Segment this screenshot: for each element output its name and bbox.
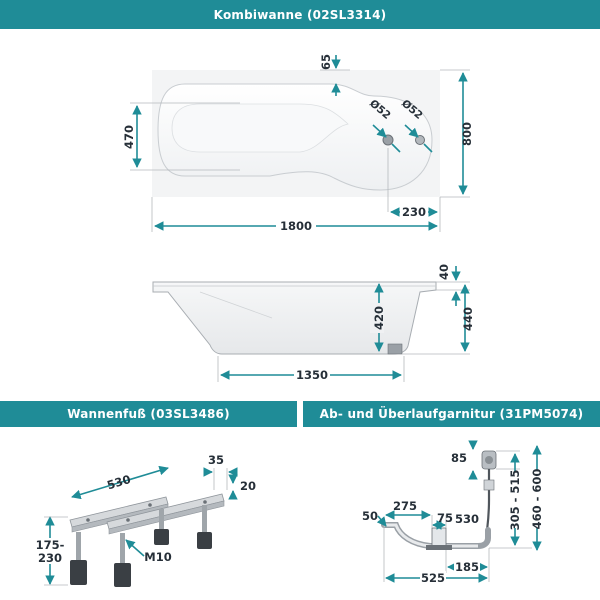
bathtub-side-view xyxy=(153,264,475,382)
dim-440: 440 xyxy=(461,306,475,332)
dim-dia-2: Ø52 xyxy=(399,97,425,122)
dim-feet-20: 20 xyxy=(239,479,257,493)
dim-feet-175: 175- xyxy=(35,538,65,552)
dim-feet-530: 530 xyxy=(105,471,133,493)
feet-bolt xyxy=(203,500,207,504)
feet-leg xyxy=(120,533,125,565)
feet-leg xyxy=(202,505,207,535)
dim-feet-m10: M10 xyxy=(144,550,172,564)
feet-pad xyxy=(197,532,212,549)
dim-drain-50: 50 xyxy=(361,509,379,523)
drain-flange xyxy=(426,545,452,550)
feet-leg xyxy=(159,509,164,531)
dim-feet-35: 35 xyxy=(207,453,225,467)
dim-1350: 1350 xyxy=(295,368,329,382)
dim-drain-525: 525 xyxy=(420,571,446,585)
drain-fitting xyxy=(388,344,402,354)
dim-drain-305-515: 305 - 515 xyxy=(508,469,522,531)
dim-drain-460-600: 460 - 600 xyxy=(530,468,544,530)
header-feet: Wannenfuß (03SL3486) xyxy=(0,401,297,427)
dim-470: 470 xyxy=(122,124,136,150)
dim-40: 40 xyxy=(437,263,451,281)
header-drain: Ab- und Überlaufgarnitur (31PM5074) xyxy=(303,401,600,427)
drain-assembly xyxy=(362,442,544,585)
feet-bolt xyxy=(148,503,152,507)
dim-line-m10 xyxy=(126,540,144,556)
dim-800: 800 xyxy=(460,121,474,147)
feet-bolt xyxy=(86,518,90,522)
dim-drain-185: 185 xyxy=(454,560,480,574)
dim-feet-230: 230 xyxy=(37,551,63,565)
feet-leg xyxy=(76,532,81,562)
overflow-knob xyxy=(485,456,493,464)
drain-trap-inner xyxy=(384,525,478,546)
header-bathtub: Kombiwanne (02SL3314) xyxy=(0,0,600,29)
bathtub-top-view xyxy=(122,54,474,233)
dim-drain-275: 275 xyxy=(392,499,418,513)
dim-drain-75: 75 xyxy=(436,511,454,525)
riser-clip xyxy=(484,480,494,490)
tub-side-profile xyxy=(153,282,436,354)
feet-bolt xyxy=(126,518,130,522)
dim-dia-1: Ø52 xyxy=(367,97,393,122)
bathtub-feet xyxy=(36,453,256,587)
feet-pad xyxy=(154,529,169,545)
dim-1800: 1800 xyxy=(279,219,313,233)
dim-420: 420 xyxy=(372,305,386,331)
dim-drain-85: 85 xyxy=(450,451,468,465)
dim-drain-530: 530 xyxy=(454,512,480,526)
feet-pad xyxy=(70,560,87,585)
feet-pad xyxy=(114,563,131,587)
dim-230: 230 xyxy=(401,205,427,219)
dim-65: 65 xyxy=(319,53,333,71)
